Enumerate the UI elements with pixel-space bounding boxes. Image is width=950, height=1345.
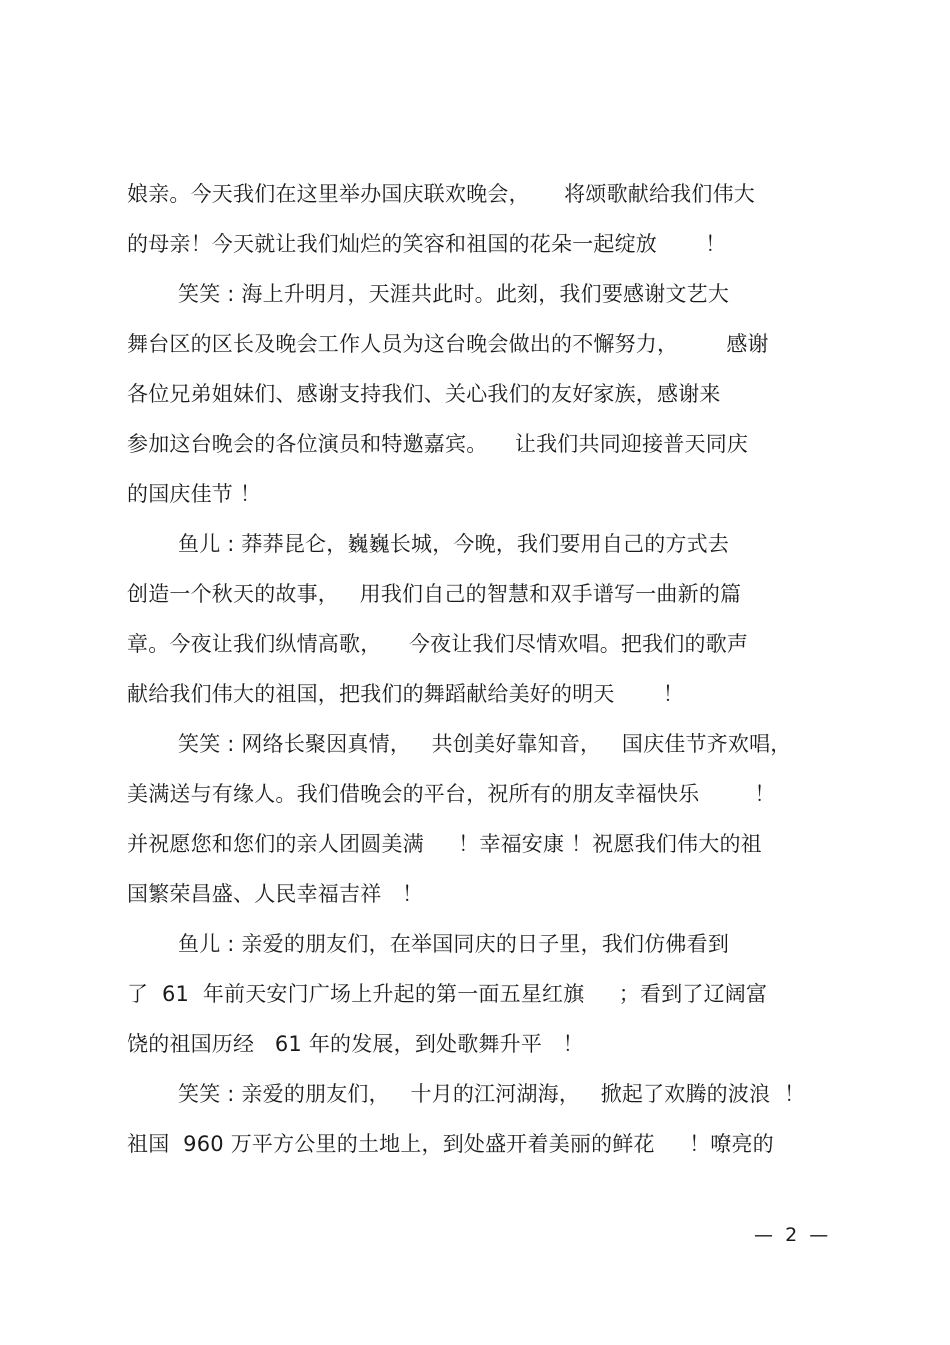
text-line-9: 创造一个秋天的故事， 用我们自己的智慧和双手谱写一曲新的篇 <box>127 582 742 606</box>
text-line-7: 的国庆佳节 ！ <box>127 482 262 506</box>
text-line-11: 献给我们伟大的祖国，把我们的舞蹈献给美好的明天 ！ <box>127 682 684 706</box>
text-line-2: 的母亲！今天就让我们灿烂的笑容和祖国的花朵一起绽放 ！ <box>127 232 727 256</box>
text-line-3: 笑笑 : 海上升明月，天涯共此时。此刻，我们要感谢文艺大 <box>178 282 730 306</box>
text-line-17: 了 61 年前天安门广场上升起的第一面五星红旗 ；看到了辽阔富 <box>127 982 768 1006</box>
text-line-5: 各位兄弟姐妹们、感谢支持我们、关心我们的友好家族，感谢来 <box>127 382 721 406</box>
text-line-16: 鱼儿 : 亲爱的朋友们，在举国同庆的日子里，我们仿佛看到 <box>178 932 730 956</box>
text-line-18: 饶的祖国历经 61 年的发展，到处歌舞升平 ！ <box>127 1032 584 1056</box>
text-line-6: 参加这台晚会的各位演员和特邀嘉宾。 让我们共同迎接普天同庆 <box>127 432 749 456</box>
text-line-10: 章。今夜让我们纵情高歌， 今夜让我们尽情欢唱。把我们的歌声 <box>127 632 749 656</box>
page-number: — 2 — <box>754 1224 829 1246</box>
text-line-14: 并祝愿您和您们的亲人团圆美满 ！幸福安康 ！祝愿我们伟大的祖 <box>127 832 762 856</box>
text-line-20: 祖国 960 万平方公里的土地上，到处盛开着美丽的鲜花 ！嘹亮的 <box>127 1132 774 1156</box>
text-line-19: 笑笑 : 亲爱的朋友们， 十月的江河湖海， 掀起了欢腾的波浪 ！ <box>178 1082 806 1106</box>
text-line-8: 鱼儿 : 莽莽昆仑，巍巍长城，今晚，我们要用自己的方式去 <box>178 532 730 556</box>
text-line-15: 国繁荣昌盛、人民幸福吉祥 ！ <box>127 882 424 906</box>
text-line-12: 笑笑 : 网络长聚因真情， 共创美好靠知音， 国庆佳节齐欢唱， <box>178 732 792 756</box>
text-line-4: 舞台区的区长及晚会工作人员为这台晚会做出的不懈努力， 感谢 <box>127 332 769 356</box>
text-line-13: 美满送与有缘人。我们借晚会的平台，祝所有的朋友幸福快乐 ！ <box>127 782 776 806</box>
text-line-1: 娘亲。今天我们在这里举办国庆联欢晚会， 将颂歌献给我们伟大 <box>127 182 755 206</box>
